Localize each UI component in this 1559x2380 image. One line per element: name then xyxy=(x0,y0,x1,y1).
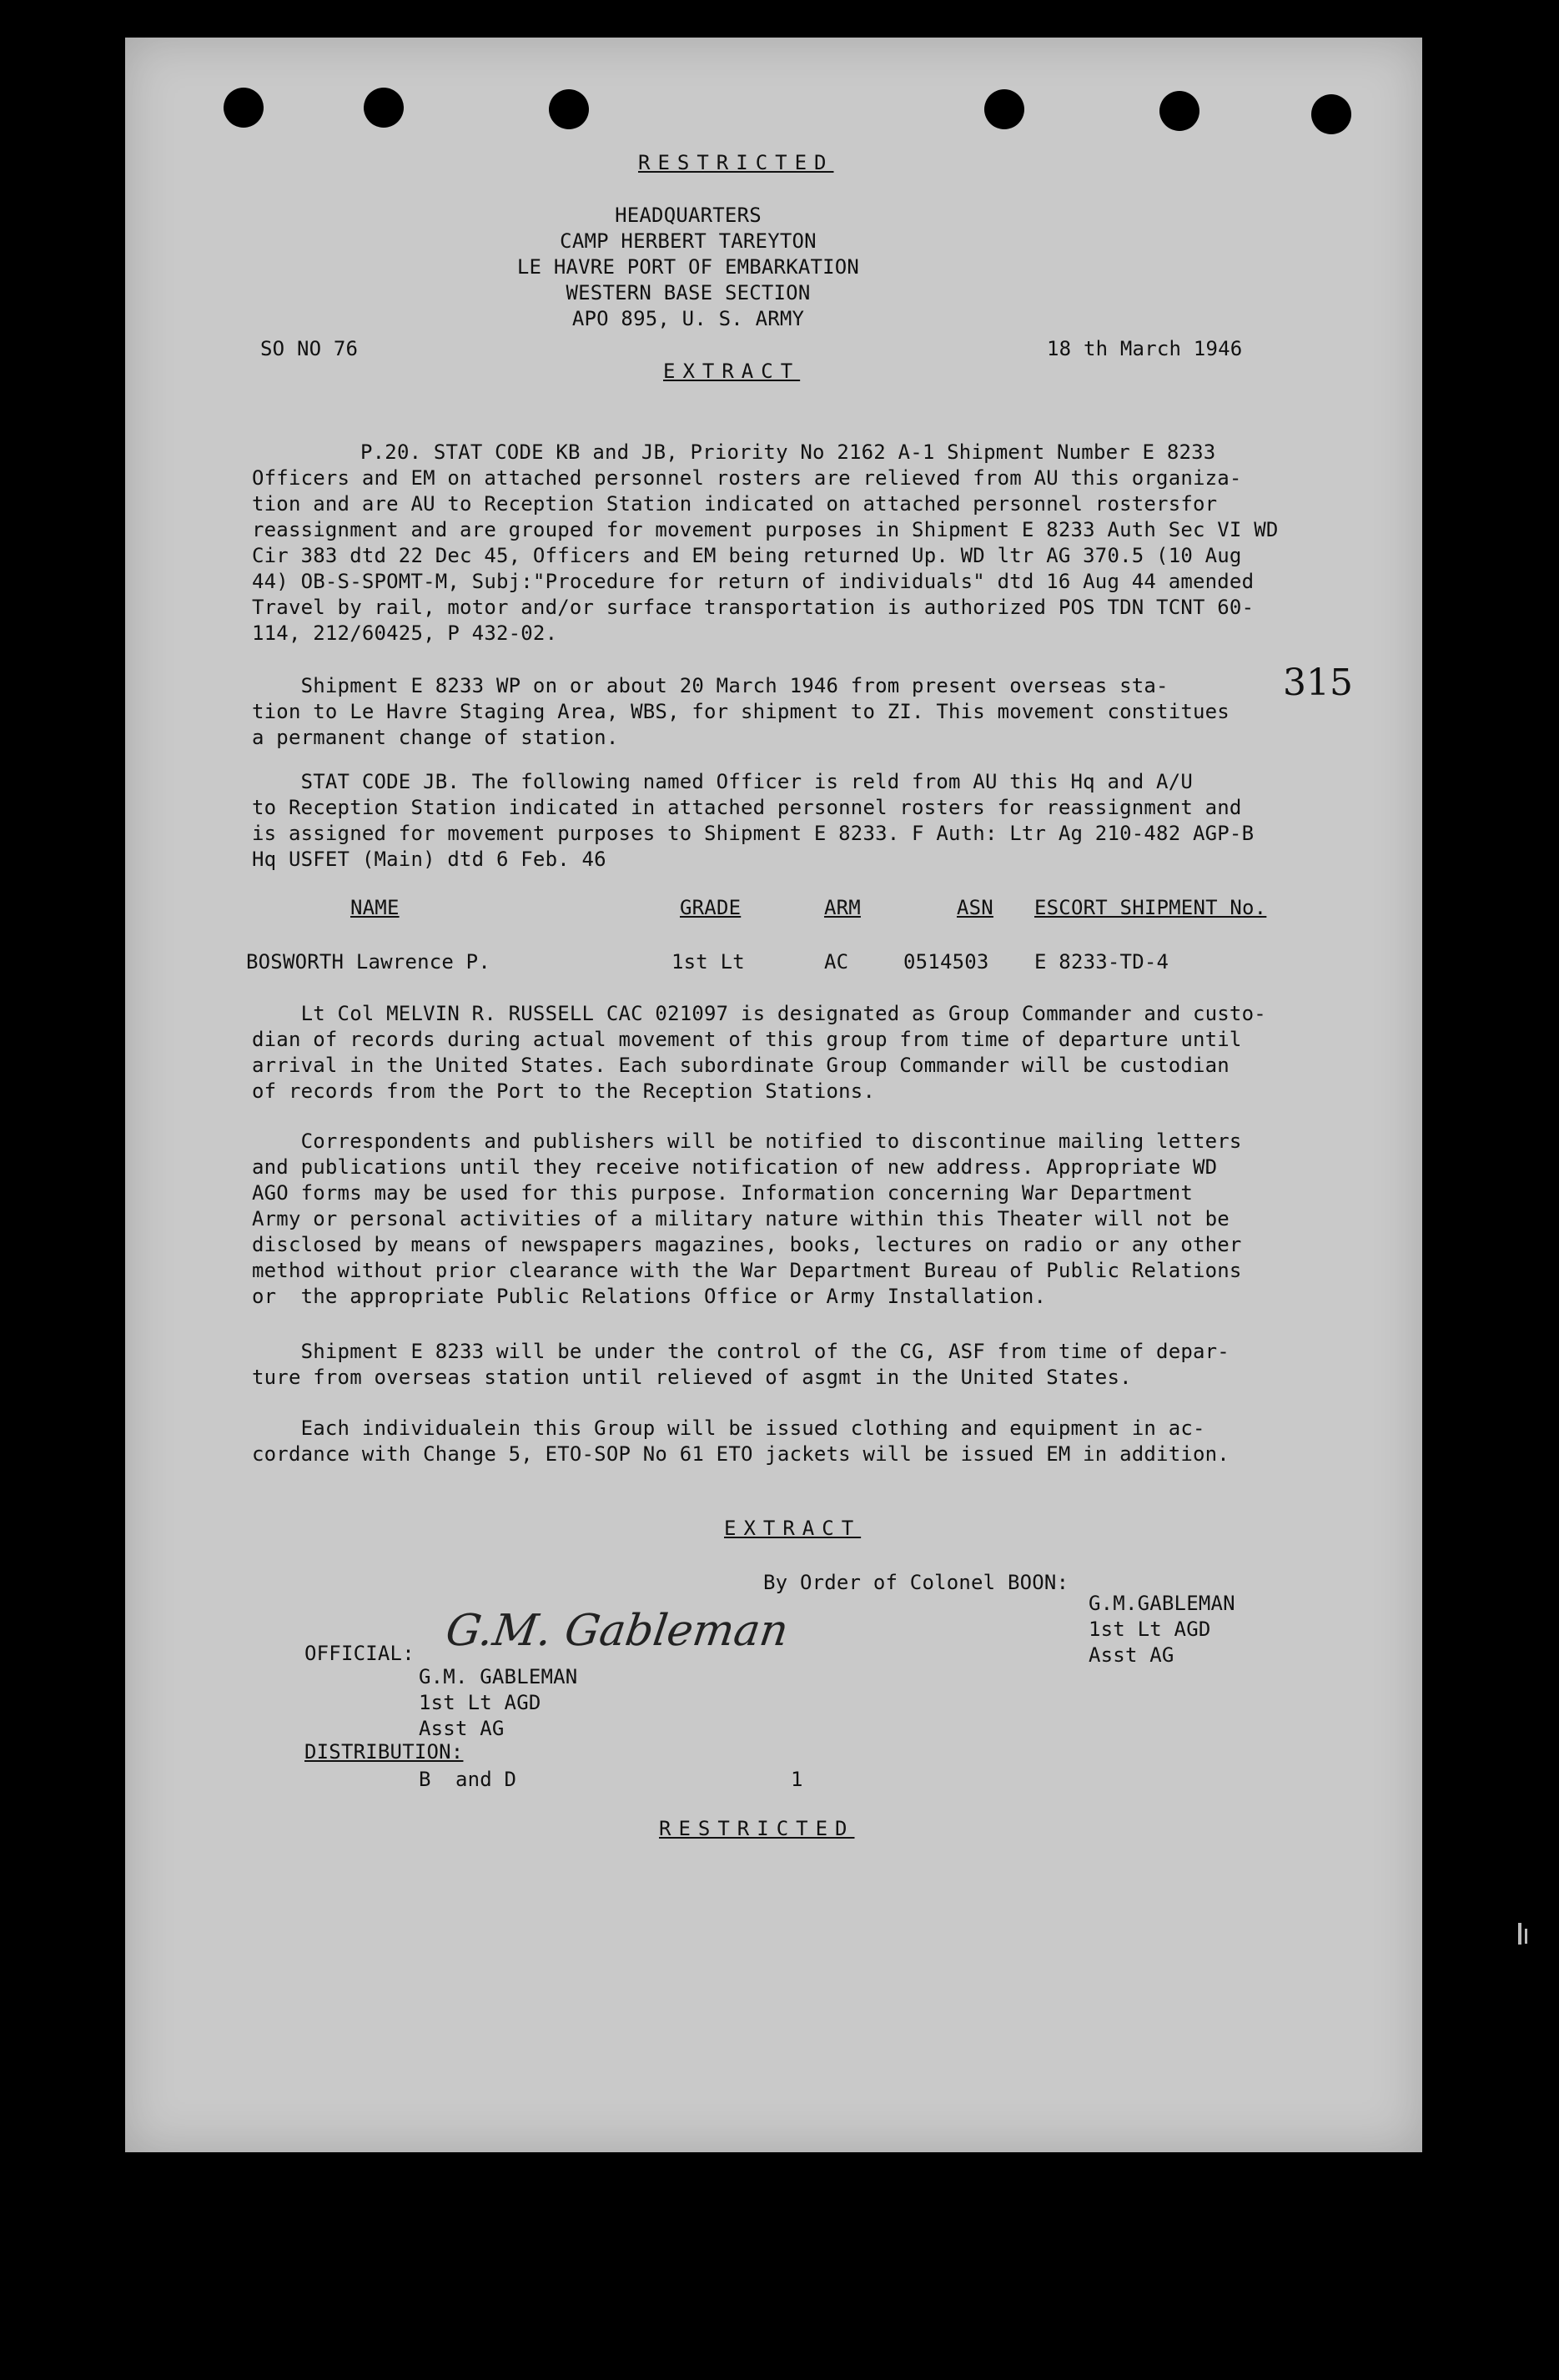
text-line: ture from overseas station until relieved of asgmt in the United States. xyxy=(252,1366,1132,1389)
distribution-label: DISTRIBUTION: xyxy=(304,1740,464,1764)
text-line: Travel by rail, motor and/or surface transportation is authorized POS TDN TCNT 60- xyxy=(252,596,1255,619)
distribution-value: B and D xyxy=(419,1768,517,1791)
paragraph-5 xyxy=(252,1129,1242,1310)
org-line: CAMP HERBERT TAREYTON xyxy=(560,229,817,253)
signer-left-line: G.M. GABLEMAN xyxy=(419,1665,578,1688)
signer-right-block xyxy=(1089,1591,1235,1668)
handwritten-signature: G.M. Gableman xyxy=(442,1606,792,1656)
text-line: arrival in the United States. Each subordinate Group Commander will be custodian xyxy=(252,1054,1230,1077)
text-line: Correspondents and publishers will be notified to discontinue mailing letters xyxy=(252,1130,1242,1153)
text-line: is assigned for movement purposes to Shipment E 8233. F Auth: Ltr Ag 210-482 AGP-B xyxy=(252,822,1255,845)
text-line: a permanent change of station. xyxy=(252,726,619,749)
punch-hole xyxy=(364,88,404,128)
col-header-asn: ASN xyxy=(957,896,993,919)
classification-top: RESTRICTED xyxy=(638,151,834,174)
row-arm: AC xyxy=(824,950,849,974)
text-line: Lt Col MELVIN R. RUSSELL CAC 021097 is designated as Group Commander and custo- xyxy=(252,1002,1266,1025)
punch-hole xyxy=(984,89,1024,129)
punch-hole xyxy=(549,89,589,129)
col-header-grade: GRADE xyxy=(680,896,742,919)
text-line: Cir 383 dtd 22 Dec 45, Officers and EM being returned Up. WD ltr AG 370.5 (10 Aug xyxy=(252,544,1242,567)
text-line: cordance with Change 5, ETO-SOP No 61 ETO jackets will be issued EM in addition. xyxy=(252,1442,1230,1466)
text-line: Shipment E 8233 WP on or about 20 March 1946 from present overseas sta- xyxy=(252,674,1169,697)
signer-right-line: 1st Lt AGD xyxy=(1089,1618,1211,1641)
text-line: reassignment and are grouped for movement purposes in Shipment E 8233 Auth Sec VI WD xyxy=(252,518,1279,541)
text-line: STAT CODE JB. The following named Officer is reld from AU this Hq and A/U xyxy=(252,770,1193,793)
text-line: AGO forms may be used for this purpose. Information concerning War Department xyxy=(252,1181,1193,1205)
text-line: tion and are AU to Reception Station indicated on attached personnel rostersfor xyxy=(252,492,1218,516)
org-line: HEADQUARTERS xyxy=(615,204,762,227)
signer-right-line: Asst AG xyxy=(1089,1643,1174,1667)
extract-heading: EXTRACT xyxy=(663,360,801,383)
col-header-name: NAME xyxy=(350,896,400,919)
paragraph-7 xyxy=(252,1416,1230,1467)
text-line: disclosed by means of newspapers magazines, books, lectures on radio or any other xyxy=(252,1233,1242,1256)
signer-left-line: Asst AG xyxy=(419,1717,505,1740)
org-line: WESTERN BASE SECTION xyxy=(566,281,811,304)
text-line: tion to Le Havre Staging Area, WBS, for shipment to ZI. This movement constitues xyxy=(252,700,1230,723)
paragraph-4 xyxy=(252,1001,1266,1104)
classification-bottom: RESTRICTED xyxy=(659,1817,855,1840)
paragraph-6 xyxy=(252,1339,1230,1391)
signer-left-line: 1st Lt AGD xyxy=(419,1691,541,1714)
scan-artifact xyxy=(1525,1929,1527,1944)
org-line: APO 895, U. S. ARMY xyxy=(571,307,805,330)
text-line: method without prior clearance with the War Department Bureau of Public Relations xyxy=(252,1259,1242,1282)
text-line: and publications until they receive notification of new address. Appropriate WD xyxy=(252,1155,1218,1179)
punch-hole xyxy=(224,88,264,128)
paragraph-1 xyxy=(252,440,1279,647)
text-line: Officers and EM on attached personnel rosters are relieved from AU this organiza- xyxy=(252,466,1242,490)
row-asn: 0514503 xyxy=(903,950,989,974)
text-line: Hq USFET (Main) dtd 6 Feb. 46 xyxy=(252,848,606,871)
col-header-arm: ARM xyxy=(824,896,861,919)
text-line: of records from the Port to the Reception Stations. xyxy=(252,1079,876,1103)
punch-hole xyxy=(1159,91,1199,131)
text-line: or the appropriate Public Relations Office or Army Installation. xyxy=(252,1285,1047,1308)
org-block xyxy=(500,203,876,332)
row-escort: E 8233-TD-4 xyxy=(1034,950,1169,974)
scan-artifact xyxy=(1518,1923,1521,1945)
row-name: BOSWORTH Lawrence P. xyxy=(246,950,490,974)
org-line: LE HAVRE PORT OF EMBARKATION xyxy=(516,255,860,279)
text-line: P.20. STAT CODE KB and JB, Priority No 2162 A-1 Shipment Number E 8233 xyxy=(360,440,1216,464)
page-stamp: 315 xyxy=(1283,662,1353,704)
document-page xyxy=(125,38,1422,2152)
col-header-escort: ESCORT SHIPMENT No. xyxy=(1034,896,1267,919)
official-label: OFFICIAL: xyxy=(304,1642,415,1665)
extract-footer: EXTRACT xyxy=(724,1517,862,1540)
text-line: Each individualein this Group will be issued clothing and equipment in ac- xyxy=(252,1416,1205,1440)
text-line: to Reception Station indicated in attached personnel rosters for reassignment and xyxy=(252,796,1242,819)
text-line: Shipment E 8233 will be under the control of the CG, ASF from time of depar- xyxy=(252,1340,1230,1363)
row-grade: 1st Lt xyxy=(671,950,745,974)
signer-right-line: G.M.GABLEMAN xyxy=(1089,1592,1235,1615)
text-line: 44) OB-S-SPOMT-M, Subj:"Procedure for return of individuals" dtd 16 Aug 44 amended xyxy=(252,570,1255,593)
order-number: SO NO 76 xyxy=(260,337,359,360)
text-line: 114, 212/60425, P 432-02. xyxy=(252,621,558,645)
distribution-count: 1 xyxy=(791,1768,803,1791)
punch-hole xyxy=(1311,94,1351,134)
order-date: 18 th March 1946 xyxy=(1047,337,1243,360)
paragraph-3 xyxy=(252,769,1254,873)
by-order: By Order of Colonel BOON: xyxy=(763,1571,1069,1594)
signer-left-block xyxy=(419,1664,577,1742)
paragraph-2 xyxy=(252,673,1230,751)
text-line: dian of records during actual movement of this group from time of departure until xyxy=(252,1028,1242,1051)
text-line: Army or personal activities of a military nature within this Theater will not be xyxy=(252,1207,1230,1230)
